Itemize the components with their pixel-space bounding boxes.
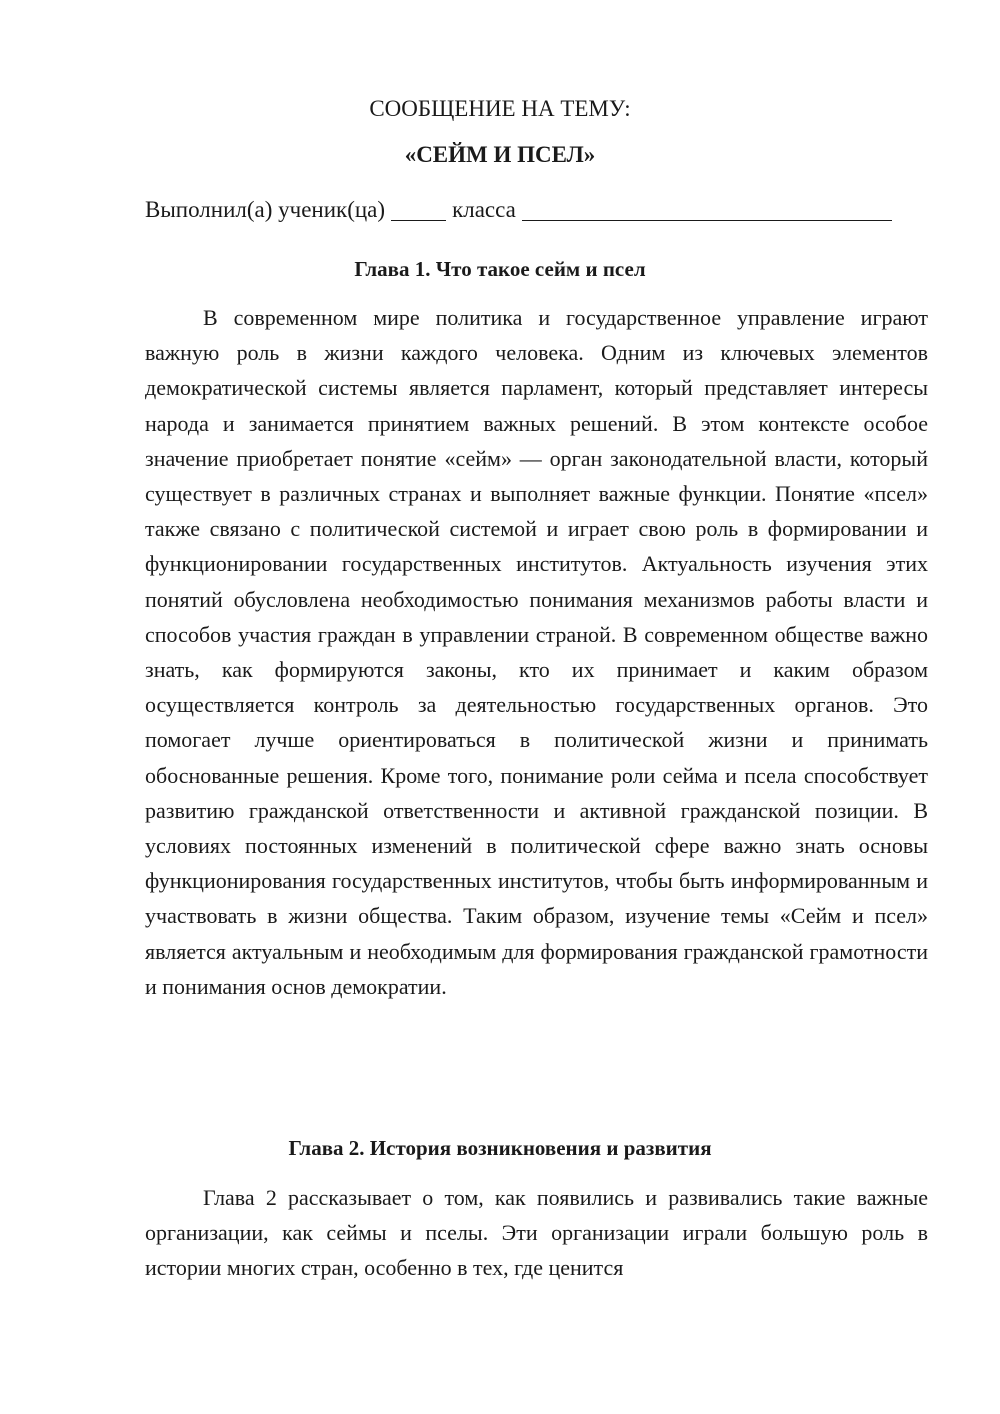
chapter-1-heading: Глава 1. Что такое сейм и псел [354,257,646,281]
author-prefix-label: Выполнил(а) ученик(ца) [145,197,386,222]
chapter-1-paragraph: В современном мире политика и государственное управление играют важную роль в жизни каждого человека. Одним из ключевых элементов демократической системы является парламент, который представляет интересы народа и занимается принятием важных решений. В этом контексте особое значение приобретает понятие «сейм» — орган законодательной власти, который существует в различных странах и выполняет важные функции. Понятие «псел» также связано с политической системой и играет свою роль в формировании и функционировании государственных институтов. Актуальность изучения этих понятий обусловлена необходимостью понимания механизмов работы власти и способов участия граждан в управлении страной. В современном обществе важно знать, как формируются законы, кто их принимает и каким образом осуществляется контроль за деятельностью государственных органов. Это помогает лучше ориентироваться в политической жизни и принимать обоснованные решения. Кроме того, понимание роли сейма и псела способствует развитию гражданской ответственности и активной гражданской позиции. В условиях постоянных изменений в политической сфере важно знать основы функционирования государственных институтов, чтобы быть информированным и участвовать в жизни общества. Таким образом, изучение темы «Сейм и псел» является актуальным и необходимым для формирования гражданской грамотности и понимания основ демократии. [145,305,928,999]
chapter-2-heading: Глава 2. История возникновения и развития [288,1136,712,1160]
chapter-2-paragraph: Глава 2 рассказывает о том, как появились и развивались такие важные организации, как сеймы и пселы. Эти организации играли большую роль в истории многих стран, особенно в тех, где ценится [145,1185,928,1281]
name-blank-field [522,200,892,221]
document-title: СООБЩЕНИЕ НА ТЕМУ: [369,96,631,121]
document-subtitle: «СЕЙМ И ПСЕЛ» [404,142,596,167]
author-line [145,197,925,223]
grade-blank-field [391,200,446,221]
class-label: класса [452,197,516,222]
